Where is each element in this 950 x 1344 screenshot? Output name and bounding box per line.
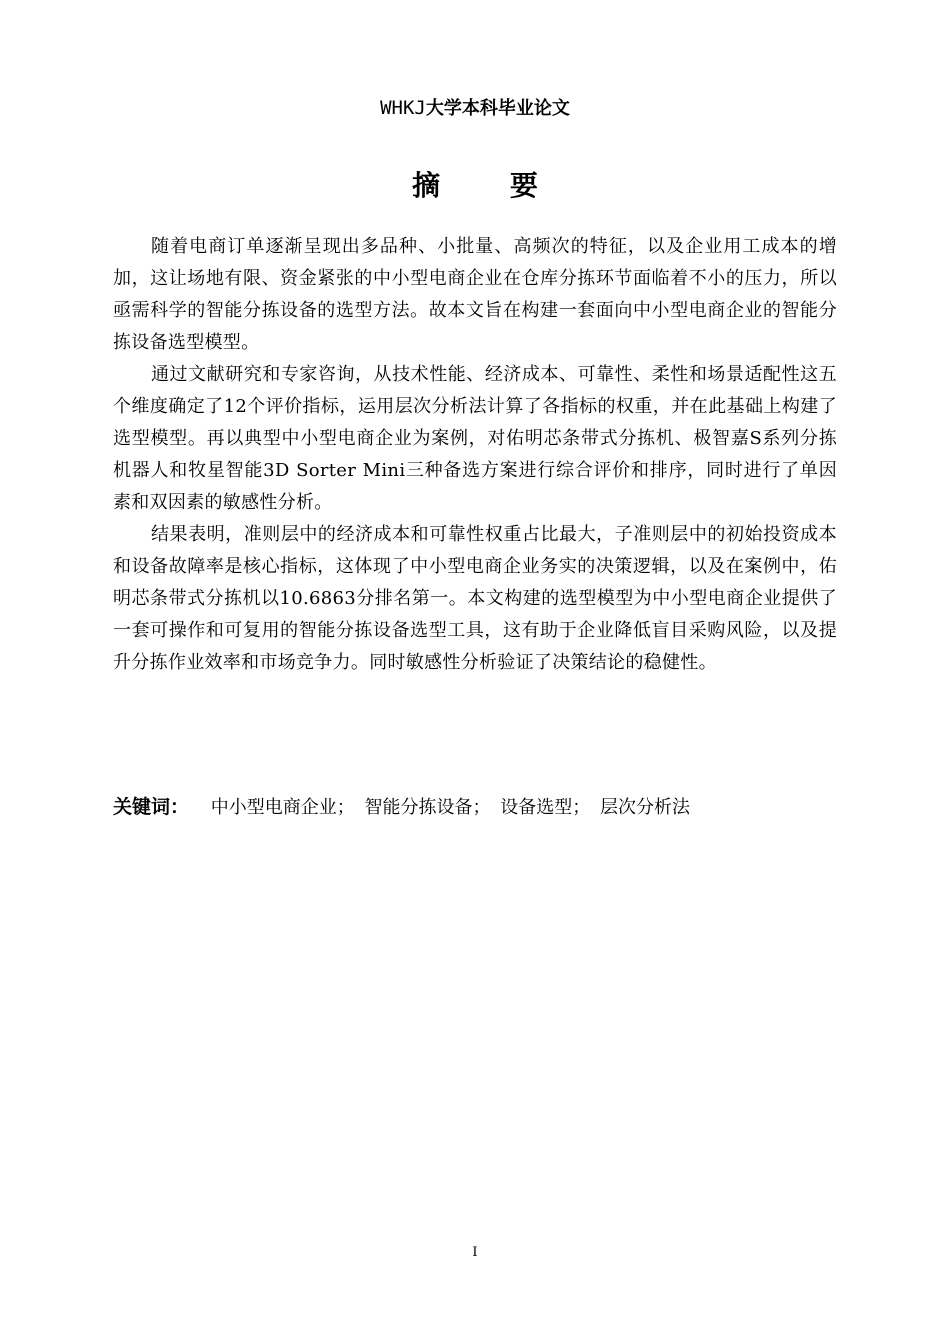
page-number: I	[472, 1245, 478, 1260]
keywords-label: 关键词：	[113, 796, 190, 818]
running-header	[0, 94, 950, 123]
abstract-paragraph-2: 通过文献研究和专家咨询，从技术性能、经济成本、可靠性、柔性和场景适配性这五个维度确定了12个评价指标，运用层次分析法计算了各指标的权重，并在此基础上构建了选型模型。再以典型中小型电商企业为案例，对佑明芯条带式分拣机、极智嘉S系列分拣机器人和牧星智能3D Sorter Mini三种备选方案进行综合评价和排序，同时进行了单因素和双因素的敏感性分析。	[113, 364, 837, 513]
keywords-line	[113, 791, 837, 824]
keyword-item: 智能分拣设备；	[364, 797, 491, 818]
abstract-paragraph-1: 随着电商订单逐渐呈现出多品种、小批量、高频次的特征，以及企业用工成本的增加，这让场地有限、资金紧张的中小型电商企业在仓库分拣环节面临着不小的压力，所以亟需科学的智能分拣设备的选型方法。故本文旨在构建一套面向中小型电商企业的智能分拣设备选型模型。	[113, 236, 837, 353]
keyword-item: 设备选型；	[500, 797, 591, 818]
running-header-prefix: WHKJ	[380, 97, 426, 119]
keyword-item: 中小型电商企业；	[210, 797, 355, 818]
abstract-body	[113, 231, 837, 679]
keyword-item: 层次分析法	[599, 797, 690, 818]
header-rule	[113, 126, 837, 127]
abstract-paragraph-3: 结果表明，准则层中的经济成本和可靠性权重占比最大，子准则层中的初始投资成本和设备故障率是核心指标，这体现了中小型电商企业务实的决策逻辑，以及在案例中，佑明芯条带式分拣机以10.6863分排名第一。本文构建的选型模型为中小型电商企业提供了一套可操作和可复用的智能分拣设备选型工具，这有助于企业降低盲目采购风险，以及提升分拣作业效率和市场竞争力。同时敏感性分析验证了决策结论的稳健性。	[113, 524, 837, 673]
running-header-title: 大学本科毕业论文	[425, 98, 570, 119]
abstract-heading: 摘 要	[412, 169, 568, 202]
